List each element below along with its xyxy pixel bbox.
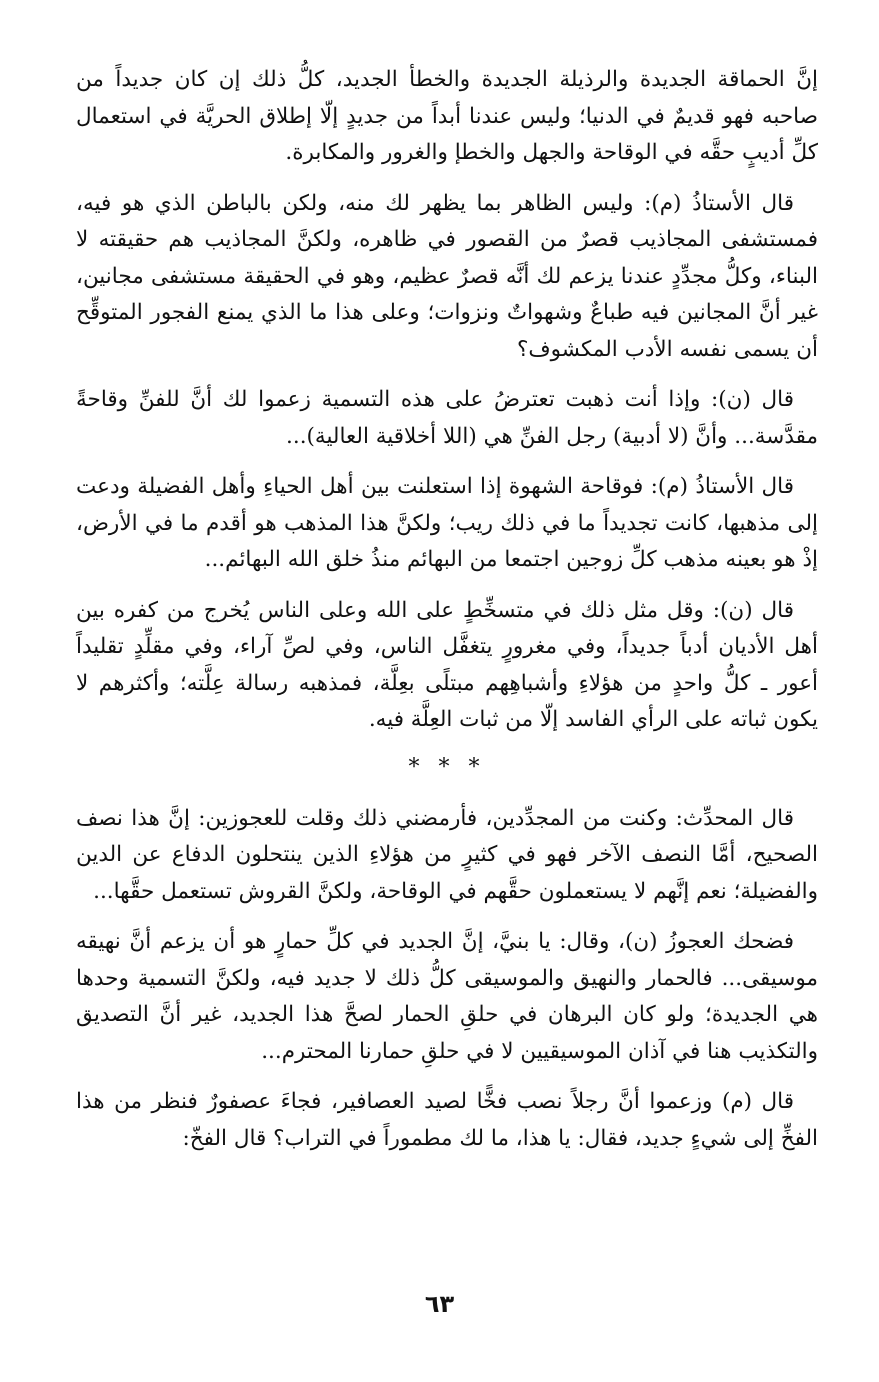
paragraph-6: قال المحدِّث: وكنت من المجدِّدين، فأرمضني ذلك وقلت للعجوزين: إنَّ هذا نصف الصحيح، أمَّا النصف الآخر فهو في كثيرٍ من هؤلاءِ الذين ينتحلون الدفاع عن الدين والفضيلة؛ نعم إنَّهم لا يستعملون حقَّهم في الوقاحة، ولكنَّ القروش تستعمل حقَّها...: [76, 805, 818, 904]
section-divider: * * *: [408, 754, 486, 780]
paragraph-4: قال الأستاذُ (م): فوقاحة الشهوة إذا استعلنت بين أهل الحياءِ وأهل الفضيلة ودعت إلى مذهبها، كانت تجديداً ما في ذلك ريب؛ ولكنَّ هذا المذهب هو أقدم ما في الأرض، إذْ هو بعينه مذهب كلِّ زوجين اجتمعا من البهائم منذُ خلق الله البهائم...: [76, 474, 818, 572]
paragraph-1: إنَّ الحماقة الجديدة والرذيلة الجديدة والخطأ الجديد، كلُّ ذلك إن كان جديداً من صاحبه فهو قديمٌ في الدنيا؛ وليس عندنا أبداً من جديدٍ إلّا إطلاق الحريَّة في استعمال كلِّ أديبٍ حقَّه في الوقاحة والجهل والخطإ والغرور والمكابرة.: [76, 67, 818, 165]
paragraph-7: فضحك العجوزُ (ن)، وقال: يا بنيَّ، إنَّ الجديد في كلِّ حمارٍ هو أن يزعم أنَّ نهيقه موسيقى... فالحمار والنهيق والموسيقى كلُّ ذلك لا جديد فيه، ولكنَّ التسمية وحدها هي الجديدة؛ ولو كان البرهان في حلقِ الحمار لصحَّ هذا الجديد، غير أنَّ التصديق والتكذيب هنا في آذان الموسيقيين لا في حلقِ حمارنا المحترم...: [76, 929, 818, 1064]
paragraph-5: قال (ن): وقل مثل ذلك في متسخِّطٍ على الله وعلى الناس يُخرج من كفره بين أهل الأديان أدباً جديداً، وفي مغرورٍ يتغفَّل الناس، وفي لصِّ آراء، وفي مقلِّدٍ تقليداً أعور ـ كلُّ واحدٍ من هؤلاءِ وأشباهِهم مبتلًى بعِلَّة، فمذهبه رسالة عِلَّته؛ وأكثرهم لا يكون ثباته على الرأي الفاسد إلّا من ثبات العِلَّة فيه.: [76, 597, 818, 732]
page-number: ٦٣: [424, 1290, 455, 1318]
paragraph-8: قال (م) وزعموا أنَّ رجلاً نصب فخًّا لصيد العصافير، فجاءَ عصفورٌ فنظر من هذا الفخِّ إلى شيءٍ جديد، فقال: يا هذا، ما لك مطموراً في التراب؟ قال الفخّ:: [76, 1089, 818, 1151]
paragraph-3: قال (ن): وإذا أنت ذهبت تعترضُ على هذه التسمية زعموا لك أنَّ للفنِّ وقاحةً مقدَّسة... وأنَّ (لا أدبية) رجل الفنِّ هي (اللا أخلاقية العالية)...: [76, 387, 818, 449]
page-body: [76, 62, 818, 1171]
paragraph-2: قال الأستاذُ (م): وليس الظاهر بما يظهر لك منه، ولكن بالباطن الذي هو فيه، فمستشفى المجاذيب قصرٌ من القصور في ظاهره، ولكنَّ المجاذيب هم حقيقته لا البناء، وكلُّ مجدِّدٍ عندنا يزعم لك أنَّه قصرٌ عظيم، وهو في الحقيقة مستشفى مجانين، غير أنَّ المجانين فيه طباعٌ وشهواتٌ ونزوات؛ وعلى هذا ما الذي يمنع الفجور المتوقِّح أن يسمى نفسه الأدب المكشوف؟: [76, 190, 818, 362]
